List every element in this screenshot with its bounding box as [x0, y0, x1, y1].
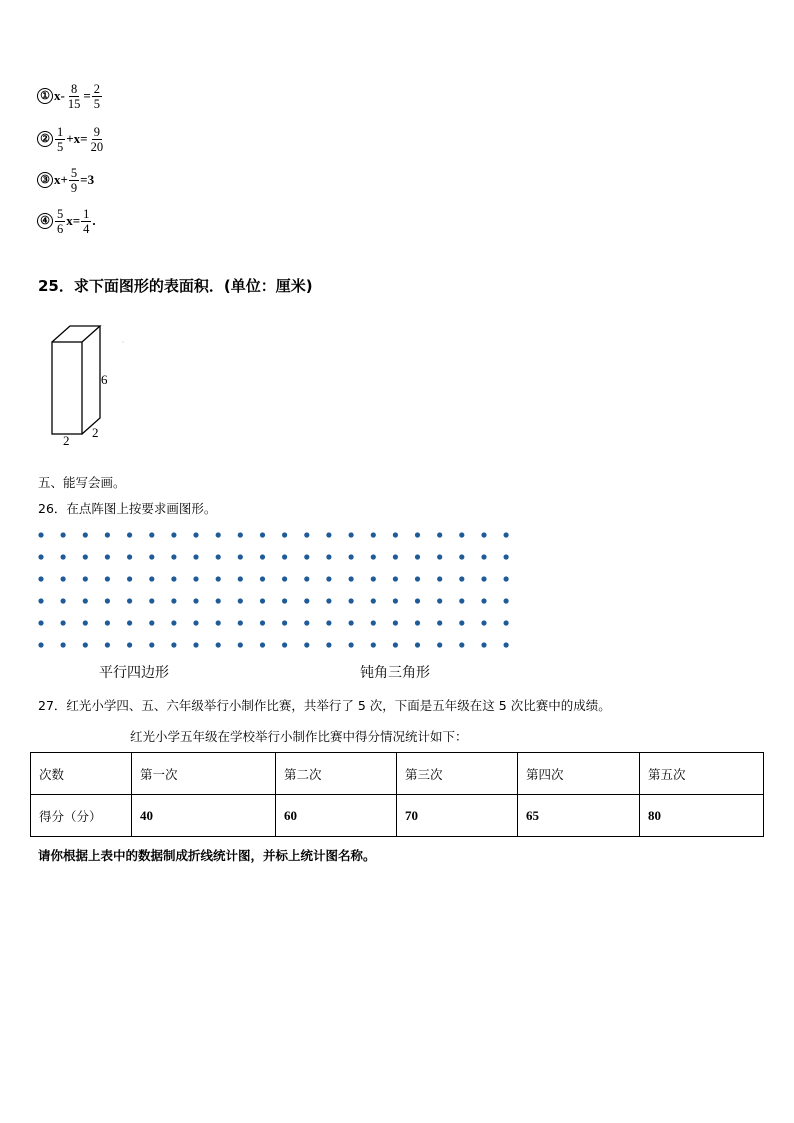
numerator: 2 [93, 81, 101, 96]
table-header-row [31, 753, 764, 795]
grid-dot[interactable] [437, 642, 442, 647]
equation-prefix: x+ [54, 172, 68, 187]
grid-dot[interactable] [61, 642, 66, 647]
fraction [69, 166, 79, 195]
grid-dot[interactable] [349, 576, 354, 581]
table-cell: 60 [276, 795, 397, 837]
grid-dot[interactable] [38, 620, 43, 625]
grid-dot[interactable] [504, 554, 509, 559]
grid-dot[interactable] [171, 576, 176, 581]
grid-dot[interactable] [282, 554, 287, 559]
equation-operator: +x= [66, 131, 88, 146]
grid-dot[interactable] [260, 554, 265, 559]
grid-dot[interactable] [371, 554, 376, 559]
equation-number: ④ [37, 213, 53, 229]
grid-dot[interactable] [216, 576, 221, 581]
grid-dot[interactable] [481, 532, 486, 537]
table-cell: 第三次 [397, 753, 518, 795]
cuboid-figure [44, 320, 134, 450]
equation-2 [37, 121, 106, 157]
grid-dot[interactable] [349, 642, 354, 647]
label-parallelogram: 平行四边形 [99, 666, 169, 681]
grid-dot[interactable] [282, 598, 287, 603]
grid-dot[interactable] [171, 598, 176, 603]
grid-dot[interactable] [83, 554, 88, 559]
grid-dot[interactable] [371, 576, 376, 581]
grid-dot[interactable] [238, 532, 243, 537]
grid-dot[interactable] [437, 620, 442, 625]
grid-dot[interactable] [304, 642, 309, 647]
equation-number: ① [37, 88, 53, 104]
table-cell: 第四次 [518, 753, 640, 795]
grid-dot[interactable] [282, 620, 287, 625]
grid-dot[interactable] [282, 642, 287, 647]
grid-dot[interactable] [260, 576, 265, 581]
fraction [89, 125, 106, 154]
numerator: 1 [57, 124, 64, 139]
fraction [55, 207, 65, 236]
grid-dot[interactable] [326, 598, 331, 603]
grid-dot[interactable] [504, 642, 509, 647]
q26-title: 26．在点阵图上按要求画图形。 [38, 501, 217, 516]
grid-dot[interactable] [349, 554, 354, 559]
width-label: 2 [63, 433, 70, 448]
grid-dot[interactable] [61, 598, 66, 603]
grid-dot[interactable] [216, 554, 221, 559]
height-label: 6 [101, 372, 108, 387]
grid-dot[interactable] [459, 554, 464, 559]
grid-dot[interactable] [415, 532, 420, 537]
grid-dot[interactable] [38, 554, 43, 559]
depth-label: 2 [92, 425, 99, 440]
fraction [92, 82, 102, 111]
numerator: 5 [70, 165, 78, 180]
denominator: 20 [90, 139, 104, 154]
grid-dot[interactable] [415, 598, 420, 603]
grid-dot[interactable] [437, 554, 442, 559]
grid-dot[interactable] [105, 532, 110, 537]
table-cell: 40 [132, 795, 276, 837]
grid-dot[interactable] [393, 642, 398, 647]
grid-dot[interactable] [149, 576, 154, 581]
grid-dot[interactable] [481, 554, 486, 559]
section-five-title: 五、能写会画。 [38, 475, 126, 490]
grid-dot[interactable] [105, 642, 110, 647]
grid-dot[interactable] [105, 554, 110, 559]
grid-dot[interactable] [504, 620, 509, 625]
grid-dot[interactable] [83, 532, 88, 537]
equation-prefix: x- [54, 88, 65, 103]
grid-dot[interactable] [38, 598, 43, 603]
grid-dot[interactable] [171, 642, 176, 647]
fraction [55, 125, 65, 154]
grid-dot[interactable] [193, 598, 198, 603]
denominator: 4 [83, 221, 90, 236]
grid-dot[interactable] [437, 576, 442, 581]
grid-dot[interactable] [481, 620, 486, 625]
grid-dot[interactable] [371, 598, 376, 603]
grid-dot[interactable] [304, 532, 309, 537]
grid-dot[interactable] [216, 598, 221, 603]
denominator: 6 [57, 221, 64, 236]
grid-dot[interactable] [326, 554, 331, 559]
grid-dot[interactable] [38, 576, 43, 581]
grid-dot[interactable] [149, 598, 154, 603]
grid-dot[interactable] [393, 598, 398, 603]
table-cell: 70 [397, 795, 518, 837]
grid-dot[interactable] [171, 532, 176, 537]
grid-dot[interactable] [238, 598, 243, 603]
grid-dot[interactable] [127, 642, 132, 647]
grid-dot[interactable] [127, 576, 132, 581]
grid-dot[interactable] [326, 532, 331, 537]
numerator: 8 [70, 81, 78, 96]
score-table [30, 752, 764, 837]
grid-dot[interactable] [481, 576, 486, 581]
fraction [66, 82, 83, 111]
grid-dot[interactable] [83, 576, 88, 581]
denominator: 15 [67, 96, 81, 111]
numerator: 9 [93, 124, 100, 139]
grid-dot[interactable] [415, 620, 420, 625]
grid-dot[interactable] [504, 532, 509, 537]
table-cell: 80 [640, 795, 764, 837]
grid-dot[interactable] [371, 642, 376, 647]
grid-dot[interactable] [260, 598, 265, 603]
grid-dot[interactable] [149, 532, 154, 537]
numerator: 1 [83, 206, 90, 221]
equation-operator: = [83, 88, 91, 103]
grid-dot[interactable] [127, 620, 132, 625]
label-obtuse-triangle: 钝角三角形 [360, 666, 430, 681]
table-cell: 第二次 [276, 753, 397, 795]
grid-dot[interactable] [415, 642, 420, 647]
grid-dot[interactable] [393, 532, 398, 537]
table-row [31, 795, 764, 837]
grid-dot[interactable] [260, 620, 265, 625]
grid-dot[interactable] [105, 620, 110, 625]
grid-dot[interactable] [61, 554, 66, 559]
grid-dot[interactable] [304, 620, 309, 625]
grid-dot[interactable] [481, 598, 486, 603]
grid-dot[interactable] [504, 576, 509, 581]
equation-number: ③ [37, 172, 53, 188]
grid-dot[interactable] [83, 620, 88, 625]
grid-dot[interactable] [326, 576, 331, 581]
cuboid-side-face [82, 326, 100, 434]
grid-dot[interactable] [437, 598, 442, 603]
grid-dot[interactable] [238, 554, 243, 559]
grid-dot[interactable] [459, 532, 464, 537]
grid-dot[interactable] [459, 598, 464, 603]
grid-dot[interactable] [504, 598, 509, 603]
grid-dot[interactable] [38, 532, 43, 537]
grid-dot[interactable] [282, 576, 287, 581]
grid-dot[interactable] [193, 532, 198, 537]
grid-dot[interactable] [38, 642, 43, 647]
grid-dot[interactable] [238, 642, 243, 647]
grid-dot[interactable] [216, 620, 221, 625]
grid-dot[interactable] [127, 532, 132, 537]
q25-title: 25．求下面图形的表面积．(单位：厘米) [38, 277, 313, 295]
grid-dot[interactable] [171, 620, 176, 625]
grid-dot[interactable] [437, 532, 442, 537]
denominator: 9 [70, 180, 78, 195]
equation-operator: =3 [80, 172, 95, 187]
grid-dot[interactable] [127, 554, 132, 559]
grid-dot[interactable] [238, 576, 243, 581]
table-cell: 第五次 [640, 753, 764, 795]
grid-dot[interactable] [326, 620, 331, 625]
grid-dot[interactable] [393, 554, 398, 559]
grid-dot[interactable] [83, 598, 88, 603]
cuboid-front-face [52, 342, 82, 434]
grid-dot[interactable] [216, 642, 221, 647]
grid-dot[interactable] [193, 642, 198, 647]
table-cell: 65 [518, 795, 640, 837]
denominator: 5 [93, 96, 101, 111]
grid-dot[interactable] [304, 576, 309, 581]
equation-suffix: . [92, 213, 96, 228]
grid-dot[interactable] [149, 620, 154, 625]
grid-dot[interactable] [216, 532, 221, 537]
numerator: 5 [57, 206, 64, 221]
grid-dot[interactable] [459, 620, 464, 625]
grid-dot[interactable] [260, 642, 265, 647]
grid-dot[interactable] [304, 554, 309, 559]
table-cell: 第一次 [132, 753, 276, 795]
grid-dot[interactable] [238, 620, 243, 625]
grid-dot[interactable] [459, 642, 464, 647]
grid-dot[interactable] [415, 576, 420, 581]
grid-dot[interactable] [105, 576, 110, 581]
grid-dot[interactable] [193, 554, 198, 559]
q27-instruction: 请你根据上表中的数据制成折线统计图，并标上统计图名称。 [38, 848, 376, 863]
grid-dot[interactable] [481, 642, 486, 647]
grid-dot[interactable] [149, 642, 154, 647]
grid-dot[interactable] [61, 532, 66, 537]
equation-operator: x= [66, 213, 81, 228]
grid-dot[interactable] [61, 576, 66, 581]
grid-dot[interactable] [149, 554, 154, 559]
fraction [81, 207, 91, 236]
equation-3 [37, 162, 94, 198]
grid-dot[interactable] [371, 532, 376, 537]
equation-number: ② [37, 131, 53, 147]
dot-grid[interactable] [30, 524, 520, 654]
grid-dot[interactable] [282, 532, 287, 537]
grid-dot[interactable] [171, 554, 176, 559]
grid-dot[interactable] [61, 620, 66, 625]
grid-dot[interactable] [260, 532, 265, 537]
grid-dot[interactable] [459, 576, 464, 581]
grid-dot[interactable] [83, 642, 88, 647]
grid-dot[interactable] [393, 576, 398, 581]
grid-dot[interactable] [304, 598, 309, 603]
grid-dot[interactable] [193, 576, 198, 581]
grid-dot[interactable] [371, 620, 376, 625]
table-cell: 次数 [31, 753, 132, 795]
grid-dot[interactable] [415, 554, 420, 559]
table-caption: 红光小学五年级在学校举行小制作比赛中得分情况统计如下： [130, 729, 468, 744]
grid-dot[interactable] [349, 532, 354, 537]
grid-dot[interactable] [193, 620, 198, 625]
grid-dot[interactable] [349, 620, 354, 625]
cuboid-top-face [52, 326, 100, 342]
grid-dot[interactable] [105, 598, 110, 603]
q27-title: 27．红光小学四、五、六年级举行小制作比赛，共举行了 5 次，下面是五年级在这 5 次比赛中的成绩。 [38, 698, 611, 713]
grid-dot[interactable] [349, 598, 354, 603]
grid-dot[interactable] [393, 620, 398, 625]
grid-dot[interactable] [326, 642, 331, 647]
denominator: 5 [57, 139, 64, 154]
grid-dot[interactable] [127, 598, 132, 603]
equation-4 [37, 203, 96, 239]
equation-1 [37, 78, 103, 114]
table-cell: 得分（分） [31, 795, 132, 837]
